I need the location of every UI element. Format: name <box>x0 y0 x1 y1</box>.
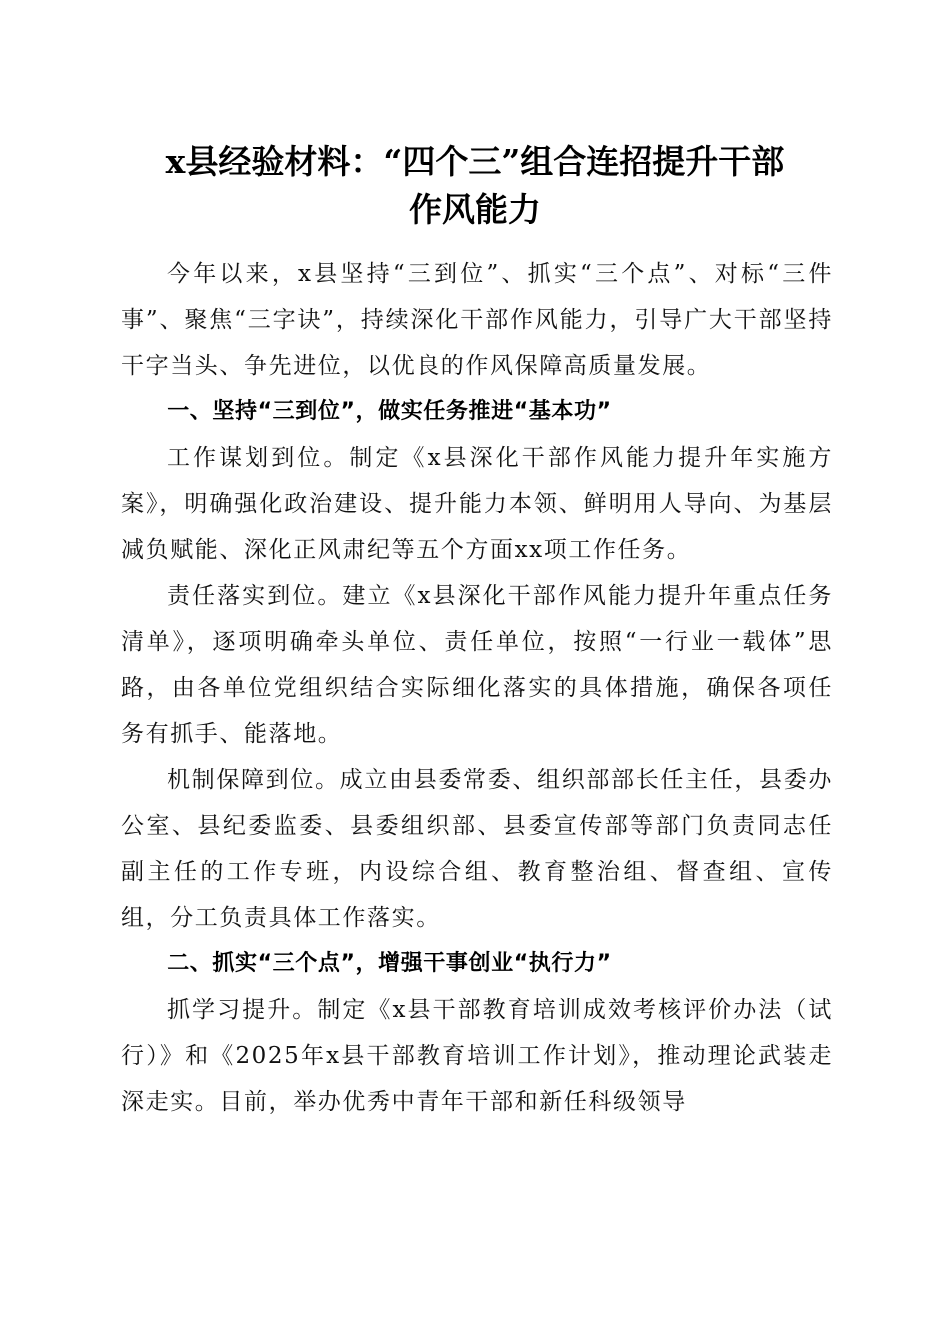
section-heading-1: 一、坚持“三到位”，做实任务推进“基本功” <box>167 399 612 424</box>
title-line-2: 作风能力 <box>409 190 541 229</box>
document-title <box>100 138 850 234</box>
body-paragraph-work-planning: 工作谋划到位。制定《x县深化干部作风能力提升年实施方案》，明确强化政治建设、提升能力本领、鲜明用人导向、为基层减负赋能、深化正风肃纪等五个方面xx项工作任务。 <box>121 445 833 563</box>
body-paragraph-responsibility: 责任落实到位。建立《x县深化干部作风能力提升年重点任务清单》，逐项明确牵头单位、责任单位，按照“一行业一载体”思路，由各单位党组织结合实际细化落实的具体措施，确保各项任务有抓手、能落地。 <box>121 583 833 747</box>
intro-paragraph: 今年以来，x县坚持“三到位”、抓实“三个点”、对标“三件事”、聚焦“三字诀”，持续深化干部作风能力，引导广大干部坚持干字当头、争先进位，以优良的作风保障高质量发展。 <box>121 261 833 379</box>
section-heading-2: 二、抓实“三个点”，增强干事创业“执行力” <box>167 951 612 976</box>
body-paragraph-mechanism: 机制保障到位。成立由县委常委、组织部部长任主任，县委办公室、县纪委监委、县委组织部、县委宣传部等部门负责同志任副主任的工作专班，内设综合组、教育整治组、督查组、宣传组，分工负责具体工作落实。 <box>121 767 833 931</box>
document-body <box>121 251 833 1125</box>
body-paragraph-study: 抓学习提升。制定《x县干部教育培训成效考核评价办法（试行）》和《2025年x县干部教育培训工作计划》，推动理论武装走深走实。目前，举办优秀中青年干部和新任科级领导 <box>121 997 833 1115</box>
title-line-1: x县经验材料：“四个三”组合连招提升干部 <box>165 142 785 181</box>
